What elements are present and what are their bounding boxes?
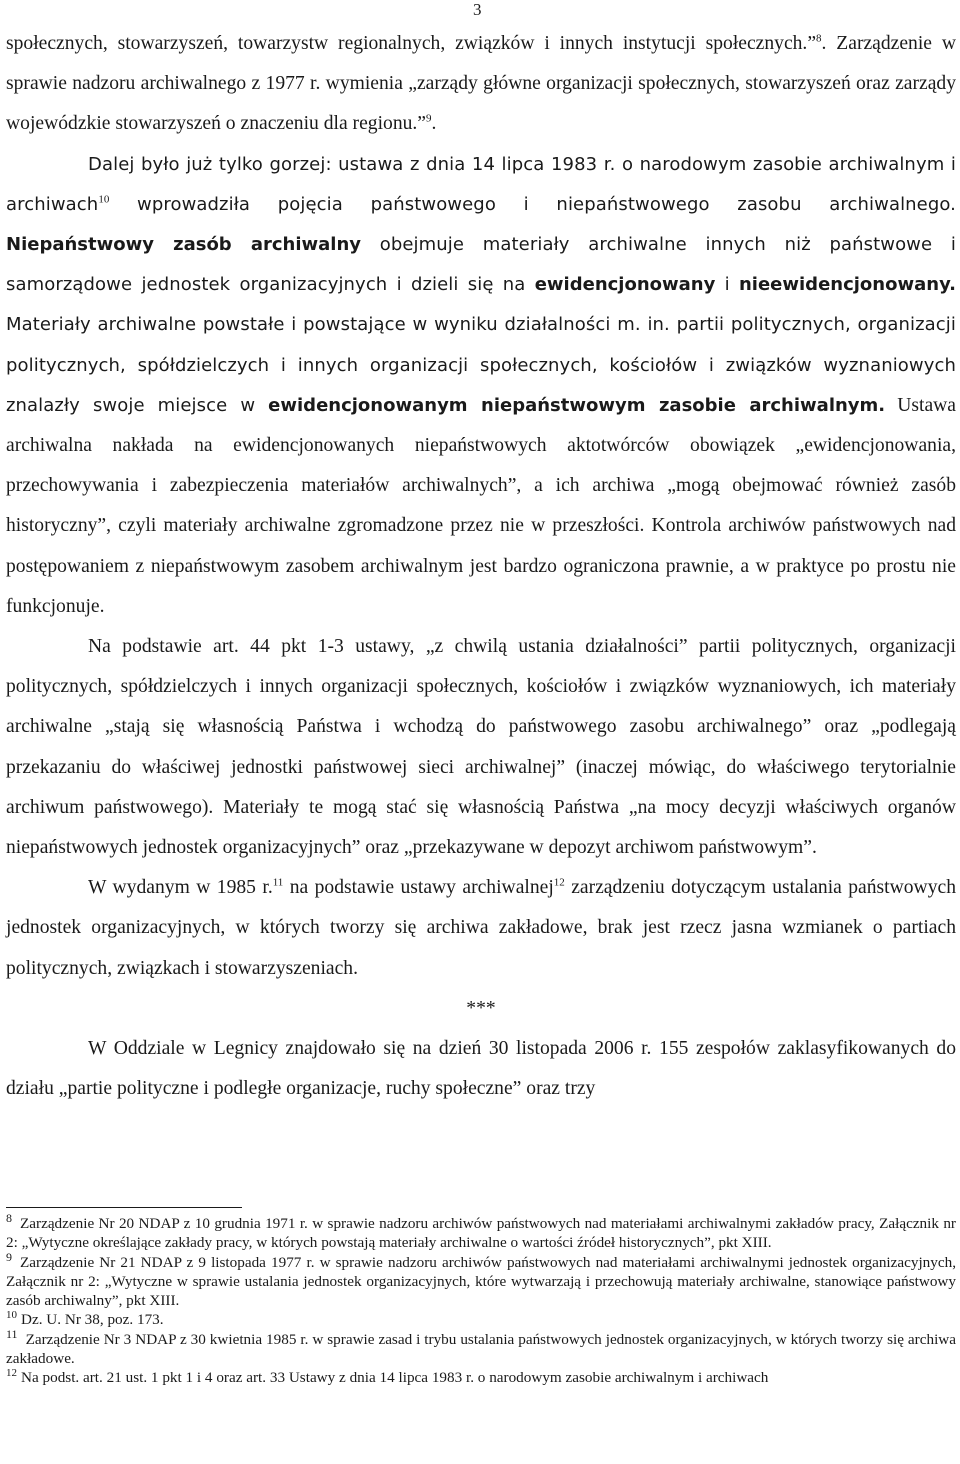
text-run: W wydanym w 1985 r. <box>88 877 273 899</box>
page-number: 3 <box>473 0 482 19</box>
text-run: na podstawie ustawy archiwalnej <box>283 877 554 899</box>
footnotes <box>6 1210 956 1388</box>
footnote-text: Na podst. art. 21 ust. 1 pkt 1 i 4 oraz art. 33 Ustawy z dnia 14 lipca 1983 r. o narodowym zasobie archiwalnym i archiwach <box>21 1369 769 1387</box>
footnote-12 <box>6 1368 956 1387</box>
paragraph-1 <box>6 24 956 627</box>
text-run: i <box>715 274 739 296</box>
body-text <box>6 24 956 1109</box>
section-separator: *** <box>466 997 496 1019</box>
footnote-ref-12[interactable]: 12 <box>553 876 565 889</box>
footnote-mark: 10 <box>6 1309 17 1322</box>
paragraph-2: Na podstawie art. 44 pkt 1-3 ustawy, „z chwilą ustania działalności” partii politycznych, organizacji politycznych, spółdzielczych i innych organizacji społecznych, kościołów i związków wyznaniowych, ich materiały archiwalne „stają się własnością Państwa i wchodzą do państwowego zasobu archiwalnego” oraz „podlegają przekazaniu do właściwej jednostki państwowej sieci archiwalnej” (inaczej mówiąc, do właściwego terytorialnie archiwum państwowego). Materiały te mogą stać się własnością Państwa „na mocy decyzji właściwych organów niepaństwowych jednostek organizacyjnych” oraz „przekazywane w depozyt archiwom państwowym”. <box>6 636 956 859</box>
paragraph-3 <box>6 868 956 989</box>
footnote-text: Zarządzenie Nr 20 NDAP z 10 grudnia 1971 r. w sprawie nadzoru archiwów państwowych nad materiałami archiwalnymi zakładów pracy, Załącznik nr 2: „Wytyczne określające zakłady pracy, w których powstają materiały archiwalne o wartości źródeł historycznych”, pkt XIII. <box>6 1215 956 1252</box>
footnote-mark: 11 <box>6 1326 18 1341</box>
footnote-11 <box>6 1326 956 1369</box>
text-run: Ustawa archiwalna nakłada na ewidencjonowanych niepaństwowych aktotwórców obowiązek „ewidencjonowania, przechowywania i zabezpieczenia materiałów archiwalnych”, a ich archiwa „mogą obejmować również zasób historyczny”, czyli materiały archiwalne zgromadzone przez nie w przeszłości. Kontrola archiwów państwowych nad postępowaniem z niepaństwowym zasobem archiwalnym jest bardzo ograniczona prawnie, a w praktyce po prostu nie funkcjonuje. <box>6 394 956 617</box>
footnote-ref-9[interactable]: 9 <box>426 112 432 125</box>
paragraph-4: W Oddziale w Legnicy znajdowało się na dzień 30 listopada 2006 r. 155 zespołów zaklasyfikowanych do działu „partie polityczne i podległe organizacje, ruchy społeczne” oraz trzy <box>6 1038 956 1100</box>
footnote-text: Zarządzenie Nr 21 NDAP z 9 listopada 1977 r. w sprawie nadzoru archiwów państwowych nad materiałami archiwalnymi jednostek organizacyjnych, Załącznik nr 2: „Wytyczne w sprawie ustalania jednostek organizacyjnych, które wytwarzają i przechowują materiały archiwalne, stanowiące państwowy zasób archiwalny”, pkt XIII. <box>6 1253 956 1310</box>
footnote-divider <box>6 1207 242 1208</box>
text-run: . Zarządzenie w sprawie nadzoru archiwalnego z 1977 r. wymienia „zarządy główne organizacji społecznych, stowarzyszeń oraz zarządy wojewódzkie stowarzyszeń o znaczeniu dla regionu.” <box>6 33 956 135</box>
bold-term: nieewidencjonowany. <box>738 274 956 296</box>
footnote-mark: 12 <box>6 1367 17 1380</box>
text-run: zarządzeniu dotyczącym ustalania państwowych jednostek organizacyjnych, w których tworzy się archiwa zakładowe, brak jest rzecz jasna wzmianek o partiach politycznych, związkach i stowarzyszeniach. <box>6 877 956 979</box>
text-run: Materiały archiwalne powstałe i powstające w wyniku działalności m. in. partii politycznych, organizacji politycznych, spółdzielczych i innych organizacji społecznych, kościołów i związków wyznaniowych znalazły swoje miejsce w <box>6 314 956 416</box>
text-run: Dalej było już tylko gorzej: ustawa z dnia 14 lipca 1983 r. o narodowym zasobie archiwalnym i archiwach <box>6 153 956 215</box>
footnote-mark: 9 <box>6 1249 12 1264</box>
footnote-10 <box>6 1310 956 1329</box>
footnote-ref-10[interactable]: 10 <box>98 193 110 206</box>
text-run: społecznych, stowarzyszeń, towarzystw regionalnych, związków i innych instytucji społecznych.” <box>6 33 817 54</box>
footnote-text: Zarządzenie Nr 3 NDAP z 30 kwietnia 1985 r. w sprawie zasad i trybu ustalania państwowych jednostek organizacyjnych, w których tworzy się archiwa zakładowe. <box>6 1330 956 1368</box>
footnote-ref-8[interactable]: 8 <box>816 32 822 45</box>
text-run: . <box>431 113 437 135</box>
footnote-text: Dz. U. Nr 38, poz. 173. <box>21 1311 164 1329</box>
bold-term: Niepaństwowy zasób archiwalny <box>6 234 362 256</box>
text-run: wprowadziła pojęcia państwowego i niepaństwowego zasobu archiwalnego. <box>109 193 956 215</box>
footnote-mark: 8 <box>6 1210 12 1225</box>
text-run: obejmuje materiały archiwalne innych niż państwowe i samorządowe jednostek organizacyjnych i dzieli się na <box>6 234 956 296</box>
footnote-8 <box>6 1210 956 1253</box>
bold-term: ewidencjonowanym niepaństwowym zasobie archiwalnym. <box>268 394 886 416</box>
footnote-9 <box>6 1249 956 1311</box>
footnote-ref-11[interactable]: 11 <box>272 876 284 889</box>
bold-term: ewidencjonowany <box>534 274 716 296</box>
